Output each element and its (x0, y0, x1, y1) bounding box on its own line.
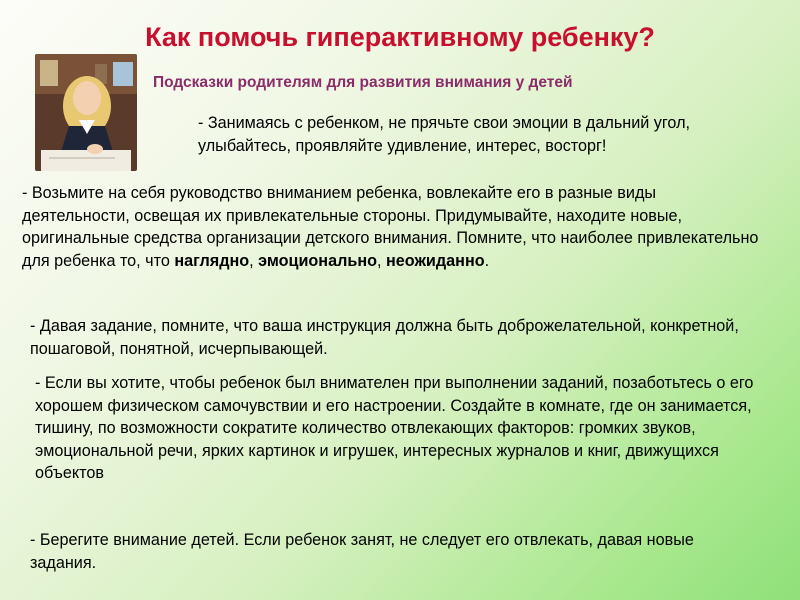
tip-instructions: - Давая задание, помните, что ваша инструкция должна быть доброжелательной, конкретной, пошаговой, понятной, исчерпывающей. (30, 317, 739, 358)
slide-title: Как помочь гиперактивному ребенку? (145, 22, 655, 52)
tip-guide-attention-text: - Возьмите на себя руководство вниманием ребенка, вовлекайте его в разные виды деятельности, освещая их привлекательные стороны. Придумывайте, находите новые, оригинальные средства организации детского внимания. Помните, что наиболее привлекательно для ребенка то, что (22, 184, 759, 270)
emphasis-unexpected: неожиданно (386, 251, 485, 270)
separator: , (249, 251, 259, 270)
girl-writing-photo (35, 54, 137, 171)
period: . (484, 251, 490, 270)
emphasis-visual: наглядно (174, 251, 250, 270)
tip-environment: - Если вы хотите, чтобы ребенок был внимателен при выполнении заданий, позаботьтесь о его хорошем физическом самочувствии и его настроении. Создайте в комнате, где он занимается, тишину, по возможности сократите количество отвлекающих факторов: громких звуков, эмоциональной речи, ярких картинок и игрушек, интересных журналов и книг, движущихся объектов (35, 374, 754, 482)
emphasis-emotional: эмоционально (258, 251, 377, 270)
tip-dont-distract: - Берегите внимание детей. Если ребенок занят, не следует его отвлекать, давая новые задания. (30, 531, 694, 572)
tip-guide-attention (22, 182, 762, 272)
tip-emotions: - Занимаясь с ребенком, не прячьте свои эмоции в дальний угол, улыбайтесь, проявляйте удивление, интерес, восторг! (198, 114, 691, 155)
separator: , (377, 251, 386, 270)
slide-subtitle: Подсказки родителям для развития внимания у детей (153, 74, 573, 91)
